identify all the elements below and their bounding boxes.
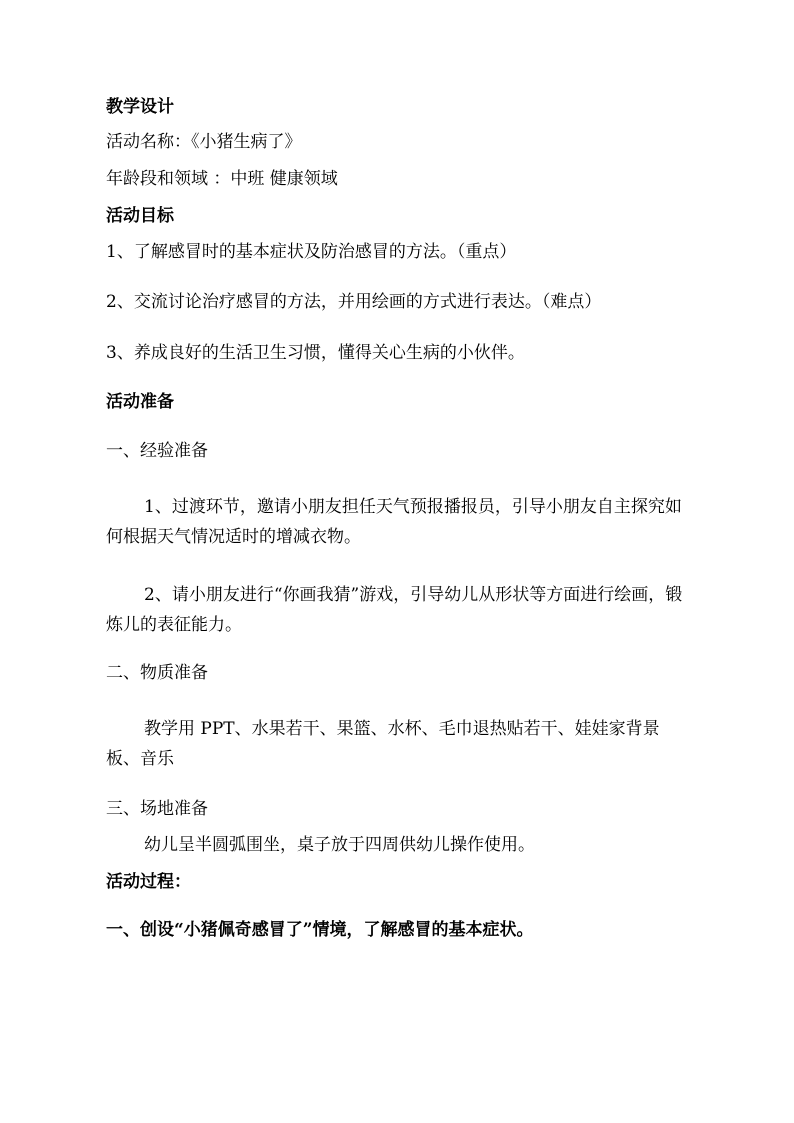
goal-item-1: 1、了解感冒时的基本症状及防治感冒的方法。（重点）	[106, 242, 517, 262]
doc-heading: 教学设计	[106, 97, 174, 117]
material-prep-text: 教学用 PPT、水果若干、果篮、水杯、毛巾退热贴若干、娃娃家背景板、音乐	[106, 719, 660, 769]
goal-item-3: 3、养成良好的生活卫生习惯，懂得关心生病的小伙伴。	[106, 343, 525, 363]
activity-name: 活动名称：《小猪生病了》	[106, 132, 302, 152]
exp-prep-title: 一、经验准备	[106, 441, 208, 461]
venue-prep-text: 幼儿呈半圆弧围坐，桌子放于四周供幼儿操作使用。	[144, 835, 535, 855]
prep-heading: 活动准备	[106, 392, 174, 412]
process-step-1: 一、创设“小猪佩奇感冒了”情境，了解感冒的基本症状。	[106, 920, 534, 940]
exp-prep-item-2: 2、请小朋友进行“你画我猜”游戏，引导幼儿从形状等方面进行绘画，锻炼儿的表征能力。	[106, 585, 683, 635]
venue-prep-title: 三、场地准备	[106, 799, 208, 819]
age-field: 年龄段和领域 ：中班 健康领域	[106, 169, 338, 189]
exp-prep-item-1: 1、过渡环节，邀请小朋友担任天气预报播报员，引导小朋友自主探究如何根据天气情况适时的增减衣物。	[106, 497, 682, 547]
goals-heading: 活动目标	[106, 206, 174, 226]
material-prep-title: 二、物质准备	[106, 663, 208, 683]
process-heading: 活动过程：	[106, 872, 191, 892]
goal-item-2: 2、交流讨论治疗感冒的方法，并用绘画的方式进行表达。（难点）	[106, 292, 602, 312]
